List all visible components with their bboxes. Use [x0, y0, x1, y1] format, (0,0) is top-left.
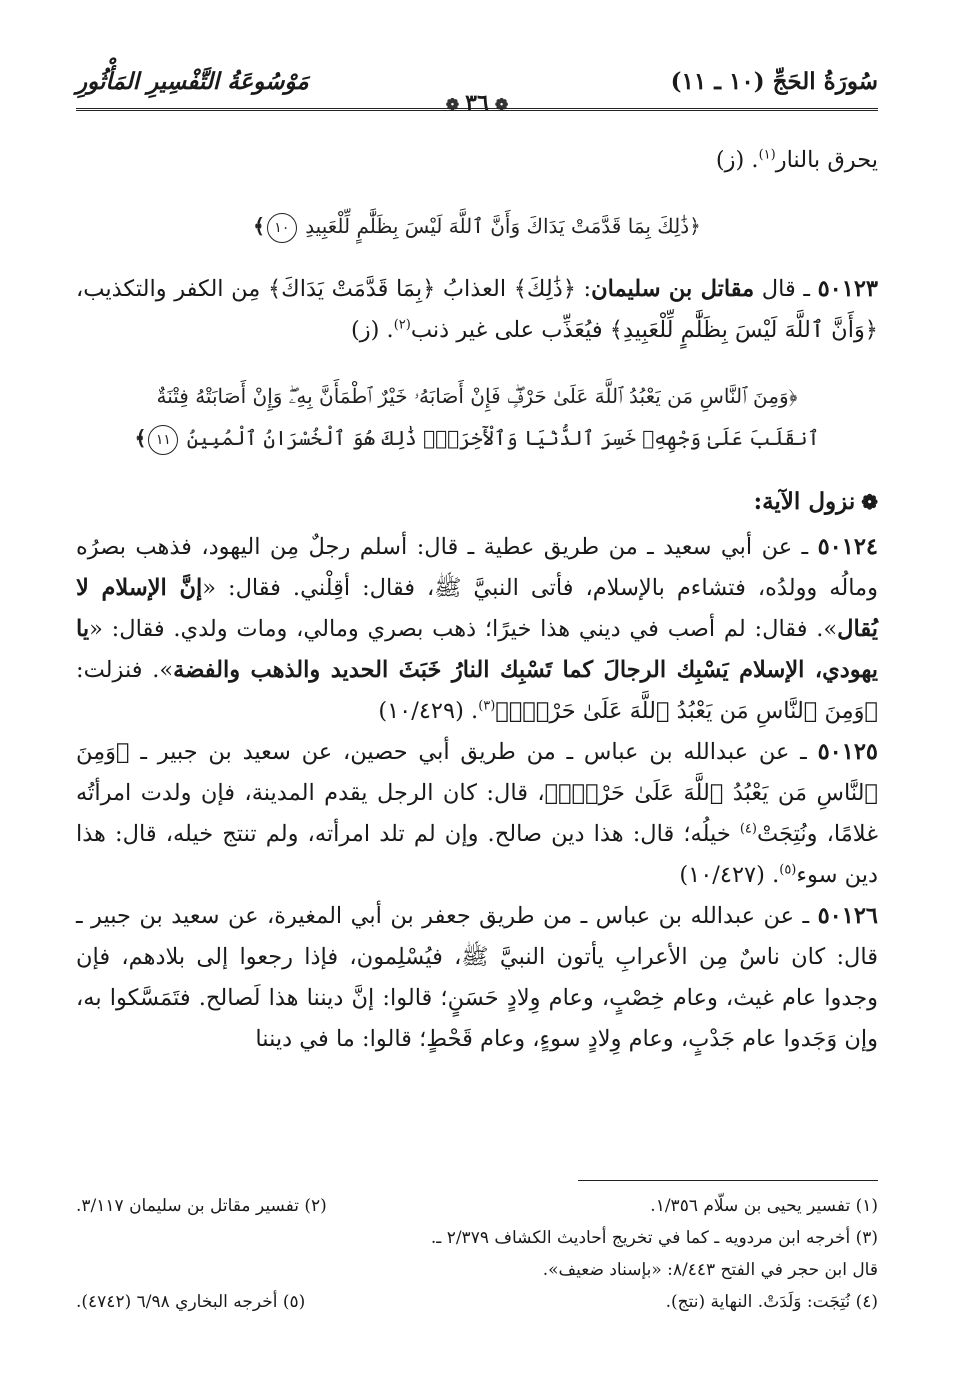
footnote-ref: (٥): [779, 862, 797, 878]
running-header: [76, 68, 878, 116]
hadith-number: ٥٠١٢٤: [817, 534, 878, 560]
footnote-ref: (٤): [739, 821, 757, 837]
hadith-intro: ـ قال: [754, 276, 818, 302]
prophet-quote: إنَّ الإسلام لا يُقال: [76, 575, 878, 642]
verse-line-1: ﴿وَمِنَ ٱلنَّاسِ مَن يَعْبُدُ ٱللَّهَ عَلَىٰ حَرْفٍۖ فَإِنْ أَصَابَهُۥ خَيْرٌ ٱطْمَأَنَّ بِهِۦۖ وَإِنْ أَصَابَتْهُ فِتْنَةٌ: [156, 384, 798, 408]
footnote-3: (٣) أخرجه ابن مردويه ـ كما في تخريج أحاديث الكشاف ٢/٣٧٩ ـ.: [430, 1228, 878, 1248]
ayah-number: ١٠: [267, 213, 297, 243]
narrator-name: مقاتل بن سليمان: [591, 276, 755, 302]
hadith-end: . (١٠/٤٢٧): [679, 862, 780, 888]
hadith-text: ». فقال: لم أصب في ديني هذا خيرًا؛ ذهب بصري ومالي، ومات ولدي. فقال: «: [89, 616, 838, 642]
footnote-ref: (٣): [478, 698, 496, 714]
page-body: [76, 140, 878, 1060]
footnote-3-note: قال ابن حجر في الفتح ٨/٤٤٣: «بإسناد ضعيف».: [542, 1260, 878, 1280]
footnote-2: (٢) تفسير مقاتل بن سليمان ٣/١١٧.: [76, 1196, 327, 1216]
hadith-text: ـ عن عبدالله بن عباس ـ من طريق جعفر بن أبي المغيرة، عن سعيد بن جبير ـ قال: كان ناسٌ مِن الأعرابِ يأتون النبيَّ ﷺ، فيُسْلِمون، فإذا رجعوا إلى بلادهم، فإن وجدوا عام غيث، وعام خِصْبٍ، وعام وِلادٍ حَسَنٍ؛ قالوا: إنَّ ديننا هذا لَصالح. فتَمَسَّكوا به، وإن وَجَدوا عام جَدْبٍ، وعام وِلادٍ سوءٍ، وعام قَحْطٍ؛ قالوا: ما في ديننا: [76, 903, 878, 1052]
hadith-end: . (ز): [350, 317, 394, 343]
section-title: نزول الآية:: [753, 488, 856, 515]
verse-close: ﴾: [253, 214, 265, 238]
flower-icon: ❁: [861, 490, 878, 514]
continued-text: [76, 140, 878, 181]
footnotes: [76, 1190, 878, 1318]
hadith-end: . (١٠/٤٢٩): [378, 698, 479, 724]
continued-text-content: يحرق بالنار: [775, 147, 878, 173]
verse-close: ﴾: [134, 426, 147, 450]
footnote-5: (٥) أخرجه البخاري ٦/٩٨ (٤٧٤٢).: [76, 1292, 306, 1312]
ornament-icon: ❁: [445, 95, 460, 114]
verse-line-2: ٱنقَلَبَ عَلَىٰ وَجْهِهِۦ خَسِرَ ٱلدُّنْيَا وَٱلْأٓخِرَةَۚ ذَٰلِكَ هُوَ ٱلْخُسْرَانُ ٱلْمُبِينُ: [186, 426, 820, 450]
footnote-4: (٤) نُتِجَت: وَلَدَتْ. النهاية (نتج).: [665, 1292, 878, 1312]
header-rule: [76, 108, 878, 111]
hadith-text: ـ عن عبدالله بن عباس ـ من طريق أبي حصين، عن سعيد بن جبير ـ ﴿وَمِنَ ٱلنَّاسِ مَن يَعْبُدُ ٱللَّهَ عَلَىٰ حَرْفٍۖ﴾، قال: كان الرجل يقدم المدينة، فإن ولدت امرأتُه غلامًا، ونُتِجَتْ: [76, 739, 878, 847]
hadith-51124: [76, 527, 878, 732]
prophet-quote: يا يهودي، الإسلام يَسْبِك الرجالَ كما تَسْبِك النارُ خَبَثَ الحديد والذهب والفضة: [76, 616, 878, 683]
quran-verse-10: [76, 205, 878, 247]
surah-title: سُورَةُ الحَجِّ (١٠ ـ ١١): [670, 68, 878, 95]
hadith-51125: [76, 732, 878, 896]
footnote-rule: [578, 1180, 878, 1181]
verse-text: ﴿ذَٰلِكَ بِمَا قَدَّمَتْ يَدَاكَ وَأَنَّ ٱللَّهَ لَيْسَ بِظَلَّٰمٍ لِّلْعَبِيدِ: [305, 214, 701, 238]
ornament-icon: ❁: [494, 95, 509, 114]
page-number: ٣٦: [465, 90, 489, 116]
hadith-text: : ﴿ذَٰلِكَ﴾ العذابُ ﴿بِمَا قَدَّمَتْ يَدَاكَ﴾ مِن الكفر والتكذيب، ﴿وَأَنَّ ٱللَّهَ لَيْسَ بِظَلَّٰمٍ لِّلْعَبِيدِ﴾ فيُعَذِّب على غير ذنب: [76, 276, 878, 343]
hadith-number: ٥٠١٢٥: [817, 739, 878, 765]
quran-verse-11: [76, 375, 878, 459]
hadith-text: ». فنزلت: ﴿وَمِنَ ٱلنَّاسِ مَن يَعْبُدُ ٱللَّهَ عَلَىٰ حَرْفٍۖ﴾: [76, 657, 878, 724]
hadith-number: ٥٠١٢٣: [817, 276, 879, 302]
footnote-row: [76, 1286, 878, 1318]
continued-text-end: . (ز): [715, 147, 759, 173]
hadith-number: ٥٠١٢٦: [817, 903, 878, 929]
footnote-ref: (١): [758, 147, 776, 163]
footnote-ref: (٢): [393, 317, 411, 333]
hadith-51126: [76, 896, 878, 1060]
section-heading: [76, 481, 878, 523]
ayah-number: ١١: [148, 425, 178, 455]
page-number-wrap: [76, 90, 878, 116]
footnote-1: (١) تفسير يحيى بن سلّام ١/٣٥٦.: [650, 1196, 878, 1216]
hadith-text: ـ عن أبي سعيد ـ من طريق عطية ـ قال: أسلم رجلٌ مِن اليهود، فذهب بصرُه ومالُه وولدُه، فتشاءم بالإسلام، فأتى النبيَّ ﷺ، فقال: أقِلْني. فقال: «: [76, 534, 878, 601]
footnote-row: [76, 1190, 878, 1222]
hadith-51123: [76, 269, 878, 351]
book-title: مَوْسُوعَةُ التَّفْسِيرِ المَأْثُورِ: [76, 68, 309, 95]
hadith-text: خيلُه؛ قال: هذا دين صالح. وإن لم تلد امرأته، ولم تنتج خيله، قال: هذا دين سوء: [76, 821, 878, 888]
verse-line-2-wrap: [76, 417, 878, 459]
